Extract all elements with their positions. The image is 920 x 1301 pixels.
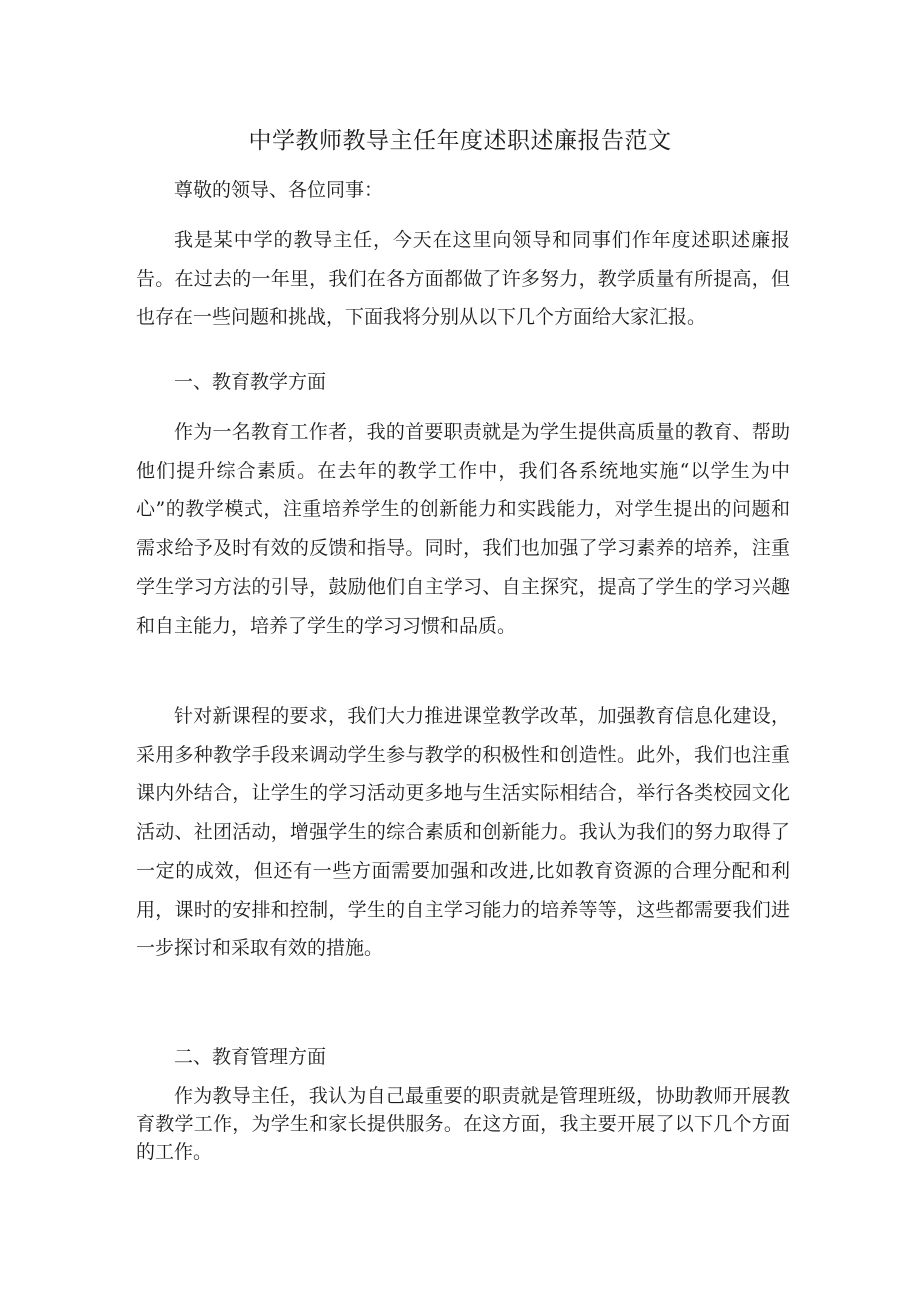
management-paragraph: 作为教导主任，我认为自己最重要的职责就是管理班级，协助教师开展教育教学工作，为学生和家长提供服务。在这方面，我主要开展了以下几个方面的工作。 (136, 1085, 790, 1163)
teaching-paragraph: 作为一名教育工作者，我的首要职责就是为学生提供高质量的教育、帮助他们提升综合素质。在去年的教学工作中，我们各系统地实施“以学生为中心”的教学模式，注重培养学生的创新能力和实践能力，对学生提出的问题和需求给予及时有效的反馈和指导。同时，我们也加强了学习素养的培养，注重学生学习方法的引导，鼓励他们自主学习、自主探究，提高了学生的学习兴趣和自主能力，培养了学生的学习习惯和品质。 (136, 421, 790, 637)
section-heading-teaching: 一、教育教学方面 (174, 371, 327, 393)
intro-paragraph: 我是某中学的教导主任，今天在这里向领导和同事们作年度述职述廉报告。在过去的一年里，我们在各方面都做了许多努力，教学质量有所提高，但也存在一些问题和挑战，下面我将分别从以下几个方面给大家汇报。 (136, 229, 790, 329)
teaching-paragraph: 针对新课程的要求，我们大力推进课堂教学改革，加强教育信息化建设，采用多种教学手段来调动学生参与教学的积极性和创造性。此外，我们也注重课内外结合，让学生的学习活动更多地与生活实际相结合，举行各类校园文化活动、社团活动，增强学生的综合素质和创新能力。我认为我们的努力取得了一定的成效，但还有一些方面需要加强和改进,比如教育资源的合理分配和利用，课时的安排和控制，学生的自主学习能力的培养等等，这些都需要我们进一步探讨和采取有效的措施。 (136, 705, 790, 960)
salutation: 尊敬的领导、各位同事： (174, 179, 384, 201)
section-heading-management: 二、教育管理方面 (174, 1046, 327, 1068)
document-title: 中学教师教导主任年度述职述廉报告范文 (248, 128, 672, 154)
